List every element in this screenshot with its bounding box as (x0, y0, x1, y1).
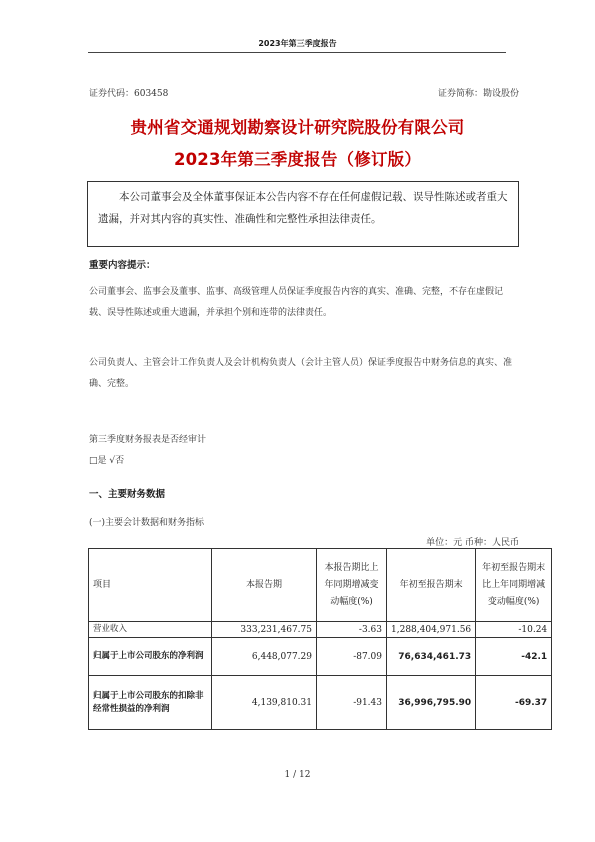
cell-ytd-change: -69.37 (476, 676, 552, 730)
cell-current-change: -3.63 (317, 622, 387, 638)
unit-note: 单位：元 币种：人民币 (426, 538, 519, 548)
cell-current-change: -87.09 (317, 638, 387, 676)
cell-current: 333,231,467.75 (212, 622, 317, 638)
sub-heading: (一)主要会计数据和财务指标 (89, 518, 205, 528)
important-para-2-text: 公司负责人、主管会计工作负责人及会计机构负责人（会计主管人员）保证季度报告中财务信息的真实、准确、完整。 (89, 358, 513, 389)
stock-abbr: 证券简称：勘设股份 (437, 89, 519, 99)
header-rule (88, 52, 506, 53)
table-row (89, 638, 552, 676)
row-label: 归属于上市公司股东的净利润 (89, 638, 212, 676)
important-para-1-text: 公司董事会、监事会及董事、监事、高级管理人员保证季度报告内容的真实、准确、完整，不存在虚假记载、误导性陈述或重大遗漏，并承担个别和连带的法律责任。 (89, 287, 504, 318)
table-row (89, 676, 552, 730)
cell-current-change: -91.43 (317, 676, 387, 730)
col-current-change: 本报告期比上年同期增减变动幅度(%) (317, 549, 387, 622)
important-para-2 (89, 353, 519, 395)
report-title: 2023年第三季度报告（修订版） (173, 150, 422, 169)
col-ytd: 年初至报告期末 (387, 549, 476, 622)
cell-ytd-change: -42.1 (476, 638, 552, 676)
cell-current: 4,139,810.31 (212, 676, 317, 730)
cell-ytd: 1,288,404,971.56 (387, 622, 476, 638)
stock-code: 证券代码：603458 (89, 89, 169, 99)
company-title: 贵州省交通规划勘察设计研究院股份有限公司 (130, 118, 465, 137)
page-header: 2023年第三季度报告 (258, 39, 337, 48)
board-notice-text: 本公司董事会及全体董事保证本公告内容不存在任何虚假记载、误导性陈述或者重大遗漏，并对其内容的真实性、准确性和完整性承担法律责任。 (98, 191, 508, 225)
audit-answer: □是 √否 (89, 456, 125, 466)
table-header-row (89, 549, 552, 622)
col-ytd-change: 年初至报告期末比上年同期增减变动幅度(%) (476, 549, 552, 622)
page-number: 1 / 12 (284, 770, 311, 780)
row-label: 归属于上市公司股东的扣除非经常性损益的净利润 (89, 676, 212, 730)
col-item: 项目 (89, 549, 212, 622)
section-heading: 一、主要财务数据 (89, 489, 166, 500)
row-label: 营业收入 (89, 622, 212, 638)
important-heading: 重要内容提示： (89, 260, 156, 271)
cell-ytd-change: -10.24 (476, 622, 552, 638)
table-row (89, 622, 552, 638)
cell-ytd: 76,634,461.73 (387, 638, 476, 676)
audit-question: 第三季度财务报表是否经审计 (89, 435, 207, 445)
cell-ytd: 36,996,795.90 (387, 676, 476, 730)
cell-current: 6,448,077.29 (212, 638, 317, 676)
col-current-period: 本报告期 (212, 549, 317, 622)
financial-indicators-table (88, 548, 552, 730)
important-para-1 (89, 282, 519, 324)
board-notice-box (87, 181, 519, 247)
